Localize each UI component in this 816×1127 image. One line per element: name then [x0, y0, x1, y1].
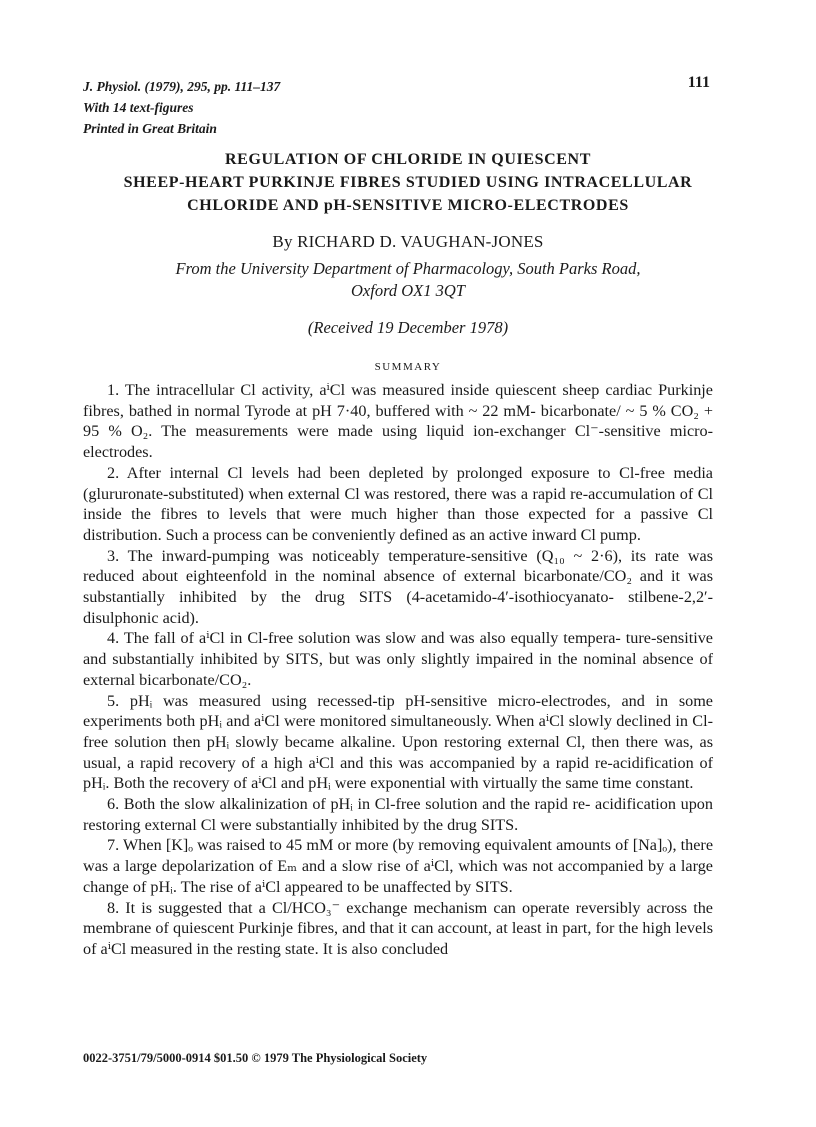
affiliation-line: From the University Department of Pharmacology, South Parks Road, [175, 259, 641, 278]
summary-paragraph [83, 546, 713, 629]
summary-paragraph [83, 628, 713, 690]
figure-count: With 14 text-figures [83, 100, 194, 115]
affiliation [90, 258, 726, 302]
summary-paragraph-text: 4. The fall of aⁱCl in Cl-free solution was slow and was also equally tempera- ture-sensitive and substantially inhibited by SITS, but was only slightly impaired in the nominal absence of external bicarbonate/CO₂. [83, 629, 713, 689]
summary-paragraph [83, 380, 713, 463]
summary-heading: SUMMARY [374, 361, 442, 373]
summary-paragraph-text: 1. The intracellular Cl activity, aⁱCl was measured inside quiescent sheep cardiac Purkinje fibres, bathed in normal Tyrode at pH 7·40, buffered with ~ 22 mM- bicarbonate/ ~ 5 % CO₂ + 95 % O₂. The measurements were made using liquid ion-exchanger Cl⁻-sensitive micro-electrodes. [83, 381, 713, 462]
summary-paragraph-text: 8. It is suggested that a Cl/HCO₃⁻ exchange mechanism can operate reversibly across the membrane of quiescent Purkinje fibres, and that it can account, at least in part, for the high levels of aⁱCl measured in the resting state. It is also concluded [83, 898, 713, 958]
copyright-footer: 0022-3751/79/5000-0914 $01.50 © 1979 The Physiological Society [83, 1051, 428, 1065]
summary-paragraph [83, 691, 713, 795]
summary-paragraph [83, 463, 713, 546]
article-title [90, 148, 726, 217]
affiliation-line: Oxford OX1 3QT [351, 281, 465, 300]
summary-paragraph-text: 6. Both the slow alkalinization of pHᵢ in Cl-free solution and the rapid re- acidification upon restoring external Cl were substantially inhibited by the drug SITS. [83, 795, 713, 834]
title-line: SHEEP-HEART PURKINJE FIBRES STUDIED USING INTRACELLULAR [123, 174, 693, 191]
printed-in: Printed in Great Britain [83, 121, 217, 136]
journal-citation: J. Physiol. (1979), 295, pp. 111–137 [83, 79, 281, 94]
page-number: 111 [687, 74, 710, 91]
title-line: REGULATION OF CHLORIDE IN QUIESCENT [225, 151, 591, 168]
author-line: By RICHARD D. VAUGHAN-JONES [272, 232, 544, 251]
summary-paragraph [83, 794, 713, 835]
journal-header [83, 76, 280, 139]
summary-paragraph-text: 3. The inward-pumping was noticeably temperature-sensitive (Q₁₀ ~ 2·6), its rate was reduced about eighteenfold in the nominal absence of external bicarbonate/CO₂ and it was substantially inhibited by the drug SITS (4-acetamido-4′-isothiocyanato- stilbene-2,2′-disulphonic acid). [83, 546, 713, 627]
summary-paragraph-text: 2. After internal Cl levels had been depleted by prolonged exposure to Cl-free media (glururonate-substituted) when external Cl was restored, there was a rapid re-accumulation of Cl inside the fibres to levels that were much higher than those expected for a passive Cl distribution. Such a process can be conveniently defined as an active inward Cl pump. [83, 463, 713, 544]
summary-paragraph-text: 5. pHᵢ was measured using recessed-tip pH-sensitive micro-electrodes, and in some experiments both pHᵢ and aⁱCl were monitored simultaneously. When aⁱCl slowly declined in Cl-free solution then pHᵢ slowly became alkaline. Upon restoring external Cl, then there was, as usual, a rapid recovery of a high aⁱCl and this was accompanied by a rapid re-acidification of pHᵢ. Both the recovery of aⁱCl and pHᵢ were exponential with virtually the same time constant. [83, 691, 713, 793]
summary-paragraph [83, 835, 713, 897]
summary-paragraph [83, 898, 713, 960]
summary-body [83, 380, 713, 960]
title-line: CHLORIDE AND pH-SENSITIVE MICRO-ELECTRODES [187, 197, 629, 214]
received-date: (Received 19 December 1978) [307, 318, 509, 337]
summary-paragraph-text: 7. When [K]ₒ was raised to 45 mM or more (by removing equivalent amounts of [Na]ₒ), there was a large depolarization of Eₘ and a slow rise of aⁱCl, which was not accompanied by a large change of pHᵢ. The rise of aⁱCl appeared to be unaffected by SITS. [83, 836, 713, 896]
